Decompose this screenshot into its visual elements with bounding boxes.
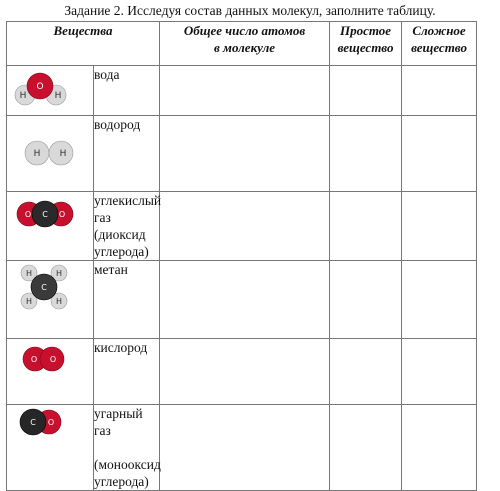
svg-text:H: H [19,91,27,101]
atom-count-cell[interactable] [160,405,330,491]
table-row [7,192,477,261]
substance-name: углекислый газ (диоксид углерода) [94,193,162,259]
simple-substance-cell[interactable] [330,66,402,116]
svg-text:O: O [24,210,32,219]
complex-substance-cell[interactable] [402,116,477,192]
svg-text:H: H [55,297,63,306]
svg-text:H: H [33,149,41,159]
table-row [7,405,477,491]
carbon-dioxide-molecule-icon [7,192,94,257]
carbon-monoxide-molecule-icon [7,405,94,479]
methane-molecule-cell [7,261,94,339]
simple-substance-cell[interactable] [330,116,402,192]
complex-substance-cell[interactable] [402,192,477,261]
atom-count-cell[interactable] [160,339,330,405]
methane-molecule-icon [7,261,94,339]
substances-table [6,21,477,491]
table-row [7,66,477,116]
svg-text:H: H [25,269,33,278]
complex-substance-cell[interactable] [402,66,477,116]
header-atom-count: Общее число атомов в молекуле [160,22,330,66]
hydrogen-molecule-cell [7,116,94,192]
svg-text:H: H [25,297,33,306]
svg-text:O: O [30,355,38,364]
carbon-dioxide-molecule-cell [7,192,94,261]
svg-text:H: H [54,91,62,101]
simple-substance-cell[interactable] [330,192,402,261]
atom-count-cell[interactable] [160,261,330,339]
svg-text:C: C [30,418,36,427]
water-molecule-icon [7,66,94,116]
oxygen-molecule-cell [7,339,94,405]
header-complex-substance: Сложное вещество [402,22,477,66]
svg-text:O: O [58,210,66,219]
substance-name: вода [94,66,160,116]
table-row [7,339,477,405]
header-substances: Вещества [7,22,160,66]
header-simple-substance: Простое вещество [330,22,402,66]
substance-name: угарный газ (монооксид углерода) [94,406,161,489]
hydrogen-molecule-icon [7,116,94,192]
svg-text:C: C [41,283,47,292]
svg-text:H: H [59,149,67,159]
simple-substance-cell[interactable] [330,405,402,491]
substance-name: водород [94,116,160,192]
svg-text:C: C [42,210,48,219]
svg-text:O: O [49,355,57,364]
table-row [7,261,477,339]
task-title: Задание 2. Исследуя состав данных молекул, заполните таблицу. [64,3,436,18]
complex-substance-cell[interactable] [402,405,477,491]
complex-substance-cell[interactable] [402,339,477,405]
svg-text:H: H [55,269,63,278]
atom-count-cell[interactable] [160,192,330,261]
substance-name: кислород [94,339,160,405]
atom-count-cell[interactable] [160,66,330,116]
oxygen-molecule-icon [7,339,94,405]
complex-substance-cell[interactable] [402,261,477,339]
water-molecule-cell [7,66,94,116]
substance-name: метан [94,261,160,339]
svg-text:O: O [47,418,55,427]
simple-substance-cell[interactable] [330,261,402,339]
simple-substance-cell[interactable] [330,339,402,405]
svg-text:O: O [36,82,44,92]
carbon-monoxide-molecule-cell [7,405,94,491]
table-row [7,116,477,192]
atom-count-cell[interactable] [160,116,330,192]
header-row [7,22,477,66]
